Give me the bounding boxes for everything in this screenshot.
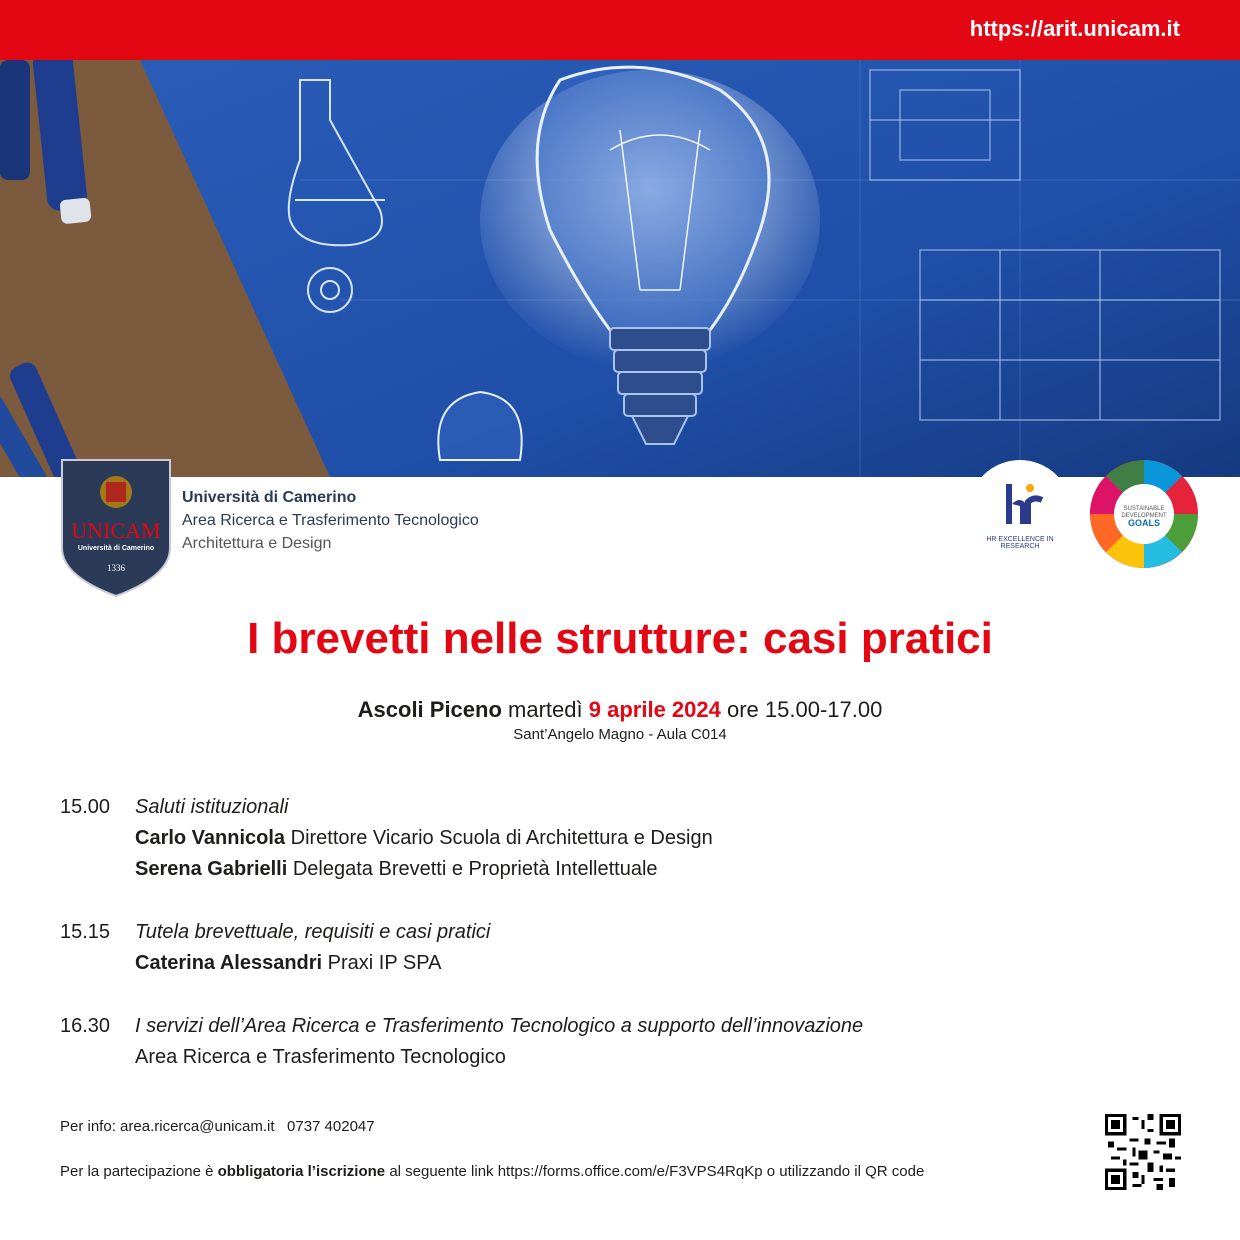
svg-text:SUSTAINABLE: SUSTAINABLE [1123, 506, 1165, 512]
sdg-wheel-logo [1088, 458, 1200, 570]
crest-subtitle: Università di Camerino [77, 545, 155, 552]
institution-block [182, 486, 479, 555]
program-time: 15.15 [60, 921, 111, 943]
program-topic: Tutela brevettuale, requisiti e casi pratici [135, 921, 491, 943]
event-time: ore 15.00-17.00 [727, 697, 883, 722]
contact-phone: 0737 402047 [287, 1118, 375, 1135]
top-banner [0, 0, 1240, 60]
department-name: Area Ricerca e Trasferimento Tecnologico [182, 512, 479, 529]
event-city: Ascoli Piceno [357, 697, 502, 722]
registration-prefix: Per la partecipazione è [60, 1163, 214, 1180]
unicam-crest-logo [60, 458, 172, 598]
program-topic: Saluti istituzionali [135, 796, 289, 818]
speaker-role: Area Ricerca e Trasferimento Tecnologico [135, 1046, 506, 1068]
program-time: 16.30 [60, 1015, 111, 1037]
school-name: Architettura e Design [182, 535, 332, 552]
university-name: Università di Camerino [182, 489, 357, 506]
speaker-role: Direttore Vicario Scuola di Architettura e Design [290, 827, 713, 849]
registration-qr-code[interactable] [1105, 1114, 1181, 1190]
registration-required: obbligatoria l’iscrizione [217, 1163, 386, 1180]
contact-email[interactable]: area.ricerca@unicam.it [120, 1118, 275, 1135]
speaker-name: Carlo Vannicola [135, 827, 286, 849]
event-when [0, 697, 1240, 723]
event-title: I brevetti nelle strutture: casi pratici [247, 614, 993, 663]
speaker-role: Praxi IP SPA [327, 952, 442, 974]
event-day: martedì [508, 697, 583, 722]
speaker-name: Serena Gabrielli [135, 858, 288, 880]
svg-text:DEVELOPMENT: DEVELOPMENT [1121, 513, 1167, 519]
speaker-name: Caterina Alessandri [135, 952, 323, 974]
hr-excellence-logo [968, 460, 1072, 564]
program-topic: I servizi dell’Area Ricerca e Trasferimento Tecnologico a supporto dell’innovazione [135, 1015, 864, 1037]
info-label: Per info: [60, 1118, 116, 1135]
svg-text:GOALS: GOALS [1127, 518, 1161, 528]
contact-info [60, 1118, 375, 1135]
hr-icon [968, 460, 1072, 536]
event-date: 9 aprile 2024 [588, 697, 721, 722]
program-time: 15.00 [60, 796, 111, 818]
registration-info [60, 1163, 924, 1180]
hero-image-blueprint [0, 60, 1240, 477]
website-link[interactable]: https://arit.unicam.it [969, 16, 1180, 41]
crest-name: UNICAM [71, 518, 161, 543]
crest-year: 1336 [107, 563, 125, 573]
hr-caption: HR EXCELLENCE IN RESEARCH [986, 536, 1054, 550]
registration-link-text[interactable]: al seguente link https://forms.office.com/e/F3VPS4RqKp o utilizzando il QR code [389, 1163, 925, 1180]
event-venue: Sant’Angelo Magno - Aula C014 [513, 726, 727, 743]
speaker-role: Delegata Brevetti e Proprietà Intellettuale [292, 858, 658, 880]
